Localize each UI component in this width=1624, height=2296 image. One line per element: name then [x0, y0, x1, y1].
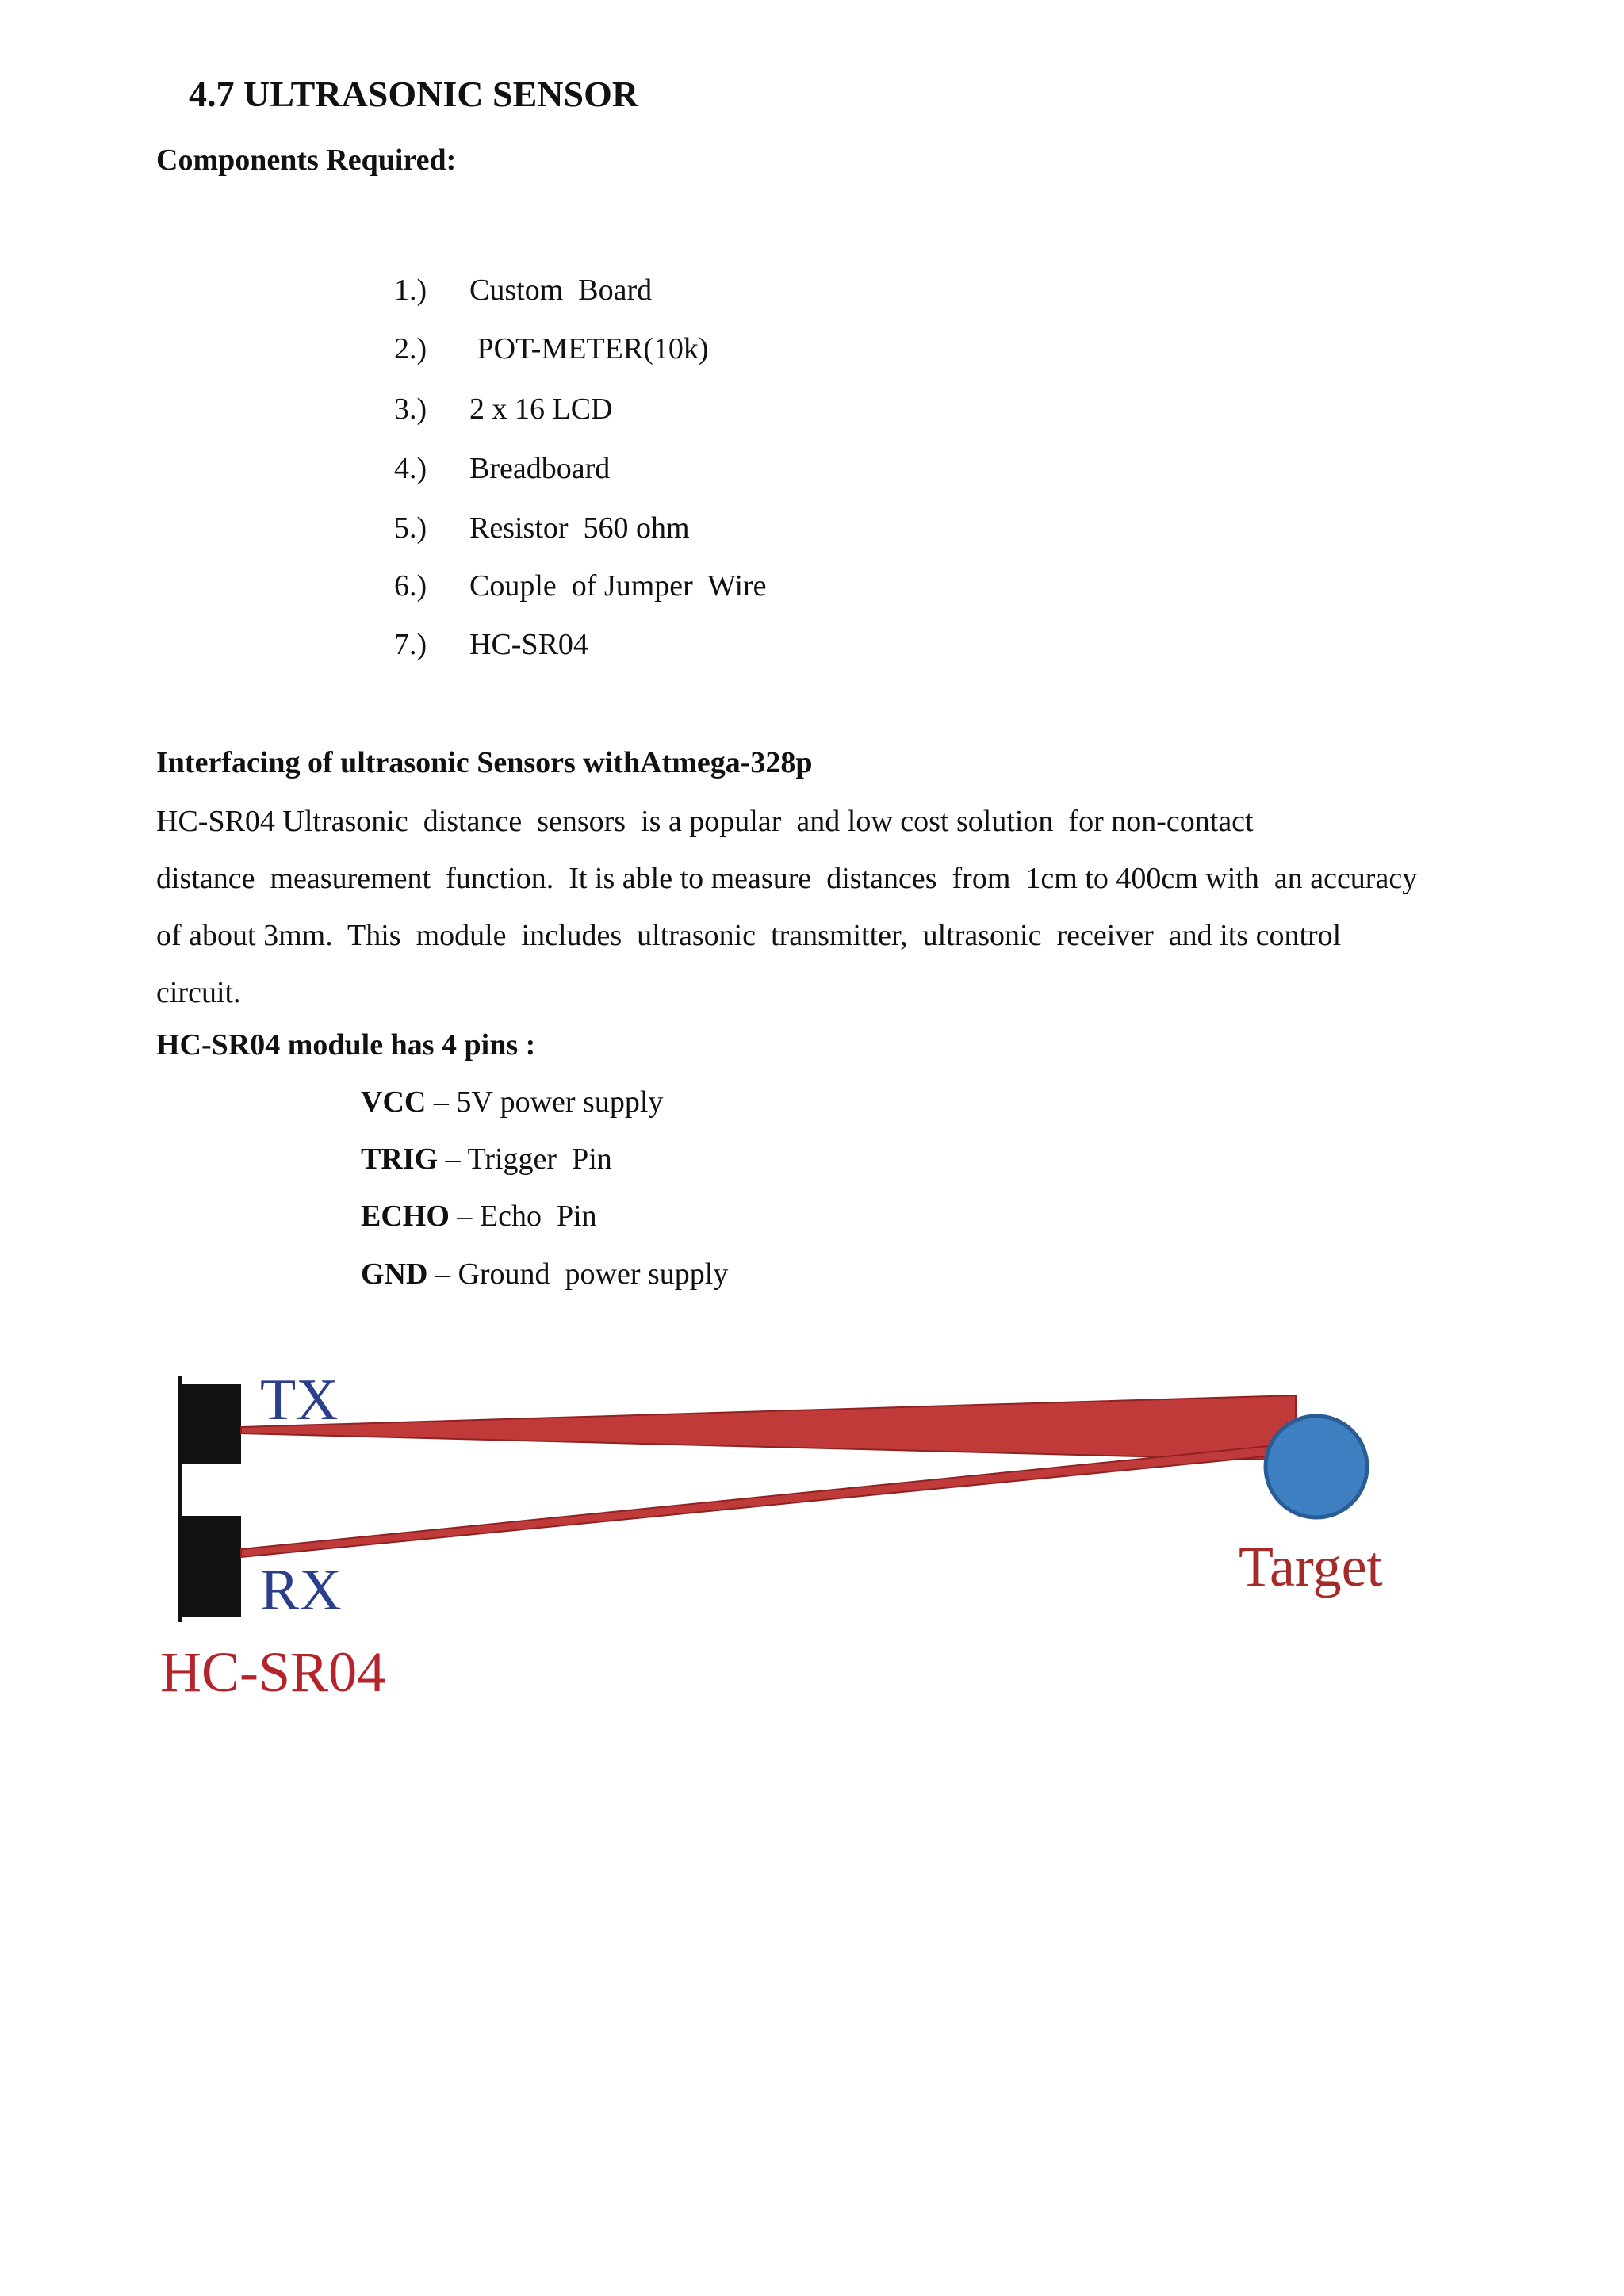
pin-name: GND [361, 1257, 428, 1291]
paragraph-line: circuit. [156, 976, 241, 1009]
list-item-text: POT-METER(10k) [469, 332, 709, 365]
list-item-number: 1.) [394, 274, 427, 307]
paragraph-line: HC-SR04 Ultrasonic distance sensors is a popular and low cost solution for non-contact [156, 805, 1254, 838]
ultrasonic-diagram [151, 1348, 1404, 1712]
tx-beam [241, 1395, 1296, 1460]
target-label: Target [1239, 1535, 1383, 1598]
list-item-number: 7.) [394, 628, 427, 661]
pin-name: VCC [361, 1085, 427, 1119]
pin-item [361, 1199, 597, 1234]
rx-label: RX [260, 1558, 342, 1623]
list-item-text: HC-SR04 [469, 628, 588, 661]
pins-heading: HC-SR04 module has 4 pins : [156, 1028, 536, 1062]
pin-item [361, 1257, 728, 1292]
tx-transducer [178, 1384, 241, 1464]
interfacing-heading: Interfacing of ultrasonic Sensors withAtmega-328p [156, 746, 813, 779]
paragraph-line: distance measurement function. It is able to measure distances from 1cm to 400cm with an accuracy [156, 862, 1418, 895]
rx-beam [241, 1446, 1274, 1557]
target-circle [1266, 1416, 1367, 1517]
list-item-number: 5.) [394, 511, 427, 545]
sensor-label: HC-SR04 [160, 1640, 386, 1704]
pin-description: – Echo Pin [449, 1200, 597, 1233]
section-title: 4.7 ULTRASONIC SENSOR [189, 74, 639, 114]
list-item-number: 4.) [394, 452, 427, 485]
list-item-number: 2.) [394, 332, 427, 365]
list-item-text: Custom Board [469, 274, 653, 307]
list-item-number: 3.) [394, 392, 427, 426]
paragraph-line: of about 3mm. This module includes ultrasonic transmitter, ultrasonic receiver and its control [156, 919, 1342, 952]
pin-description: – 5V power supply [426, 1085, 664, 1119]
pin-item [361, 1142, 612, 1177]
rx-transducer [178, 1516, 241, 1617]
list-item-text: Resistor 560 ohm [469, 511, 690, 545]
list-item-text: Couple of Jumper Wire [469, 569, 767, 603]
tx-label: TX [260, 1368, 339, 1433]
pin-name: TRIG [361, 1142, 439, 1176]
pin-description: – Ground power supply [427, 1257, 729, 1291]
list-item-text: Breadboard [469, 452, 611, 485]
pin-description: – Trigger Pin [438, 1142, 612, 1176]
list-item-number: 6.) [394, 569, 427, 603]
pin-name: ECHO [361, 1200, 450, 1233]
pin-item [361, 1085, 663, 1119]
components-heading: Components Required: [156, 144, 457, 177]
list-item-text: 2 x 16 LCD [469, 392, 613, 426]
